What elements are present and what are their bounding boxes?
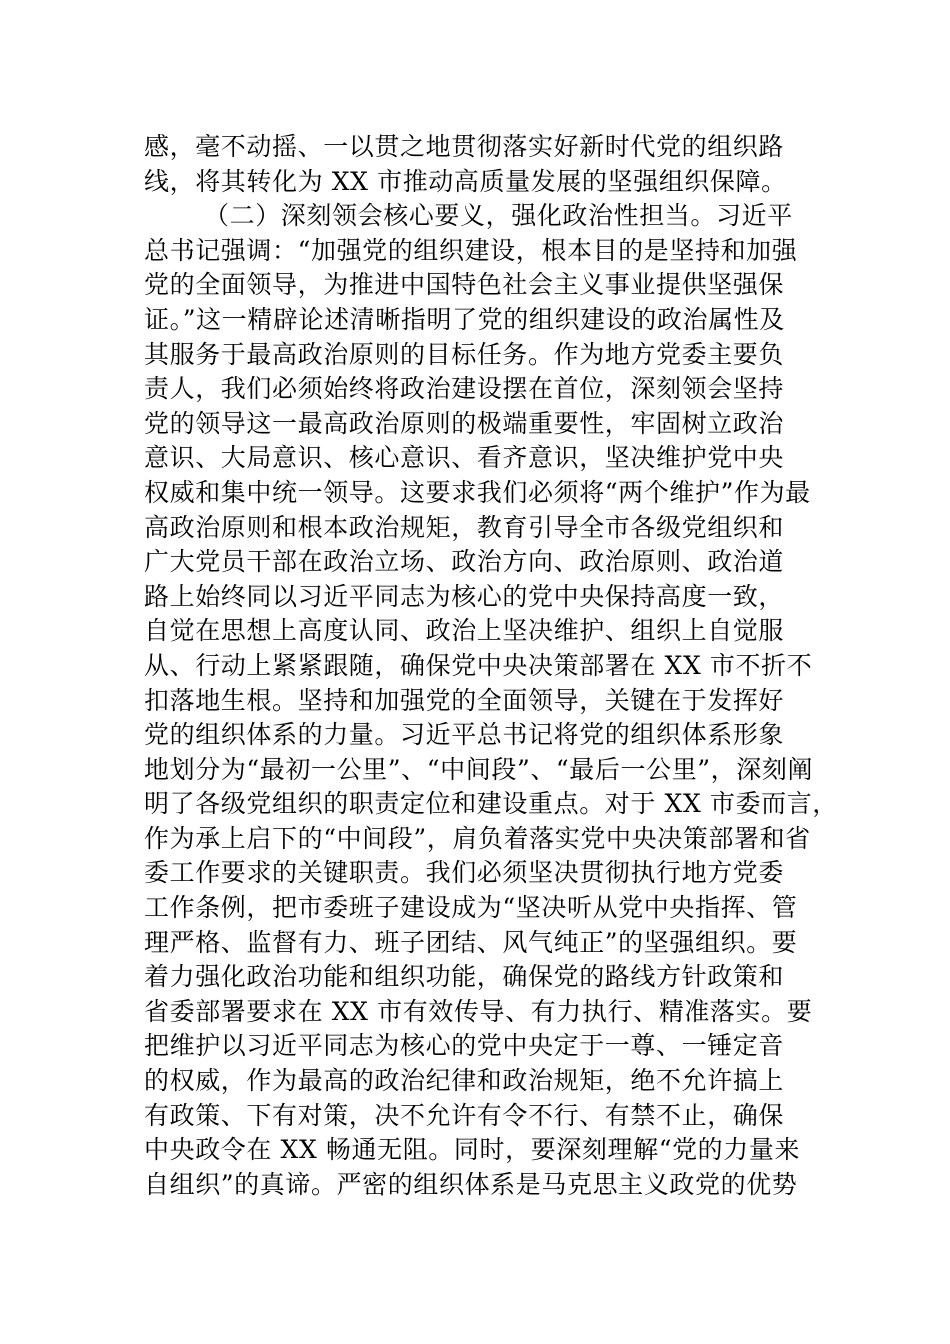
text-line: 党的组织体系的力量。习近平总书记将党的组织体系形象	[144, 720, 785, 750]
text-line: 证。”这一精辟论述清晰指明了党的组织建设的政治属性及	[144, 304, 785, 334]
text-line: 责人，我们必须始终将政治建设摆在首位，深刻领会坚持	[144, 374, 785, 404]
text-line: 理严格、监督有力、班子团结、风气纯正”的坚强组织。要	[144, 927, 798, 957]
text-line: 中央政令在 XX 畅通无阻。同时，要深刻理解“党的力量来	[144, 1135, 801, 1165]
text-line: 委工作要求的关键职责。我们必须坚决贯彻执行地方党委	[144, 858, 785, 888]
text-line: 把维护以习近平同志为核心的党中央定于一尊、一锤定音	[144, 1031, 785, 1061]
text-line: 路上始终同以习近平同志为核心的党中央保持高度一致，	[144, 581, 785, 611]
text-line: 广大党员干部在政治立场、政治方向、政治原则、政治道	[144, 547, 785, 577]
text-line: 线，将其转化为 XX 市推动高质量发展的坚强组织保障。	[144, 166, 787, 196]
text-line: 自觉在思想上高度认同、政治上坚决维护、组织上自觉服	[144, 616, 785, 646]
text-line: 意识、大局意识、核心意识、看齐意识，坚决维护党中央	[144, 443, 785, 473]
text-line: 有政策、下有对策，决不允许有令不行、有禁不止，确保	[144, 1100, 785, 1130]
text-line: 高政治原则和根本政治规矩，教育引导全市各级党组织和	[144, 512, 785, 542]
text-line: 党的领导这一最高政治原则的极端重要性，牢固树立政治	[144, 408, 785, 438]
text-line: 着力强化政治功能和组织功能，确保党的路线方针政策和	[144, 962, 785, 992]
text-line: 党的全面领导，为推进中国特色社会主义事业提供坚强保	[144, 270, 785, 300]
text-line: 其服务于最高政治原则的目标任务。作为地方党委主要负	[144, 339, 785, 369]
text-line: 总书记强调：“加强党的组织建设，根本目的是坚持和加强	[144, 235, 798, 265]
text-line: 明了各级党组织的职责定位和建设重点。对于 XX 市委而言，	[144, 789, 838, 819]
text-line: 从、行动上紧紧跟随，确保党中央决策部署在 XX 市不折不	[144, 650, 813, 680]
text-line: 工作条例，把市委班子建设成为“坚决听从党中央指挥、管	[144, 893, 798, 923]
text-line: 作为承上启下的“中间段”，肩负着落实党中央决策部署和省	[144, 823, 811, 853]
text-line: 扣落地生根。坚持和加强党的全面领导，关键在于发挥好	[144, 685, 785, 715]
text-line: 感，毫不动摇、一以贯之地贯彻落实好新时代党的组织路	[144, 132, 785, 161]
text-line: 权威和集中统一领导。这要求我们必须将“两个维护”作为最	[144, 477, 811, 507]
text-line: 省委部署要求在 XX 市有效传导、有力执行、精准落实。要	[144, 996, 813, 1026]
text-line: 的权威，作为最高的政治纪律和政治规矩，绝不允许搞上	[144, 1066, 785, 1096]
section-heading-line: （二）深刻领会核心要义，强化政治性担当。习近平	[204, 201, 793, 231]
text-line: 地划分为“最初一公里”、“中间段”、“最后一公里”，深刻阐	[144, 754, 814, 784]
body-text	[144, 130, 838, 1202]
text-line: 自组织”的真谛。严密的组织体系是马克思主义政党的优势	[144, 1169, 798, 1199]
